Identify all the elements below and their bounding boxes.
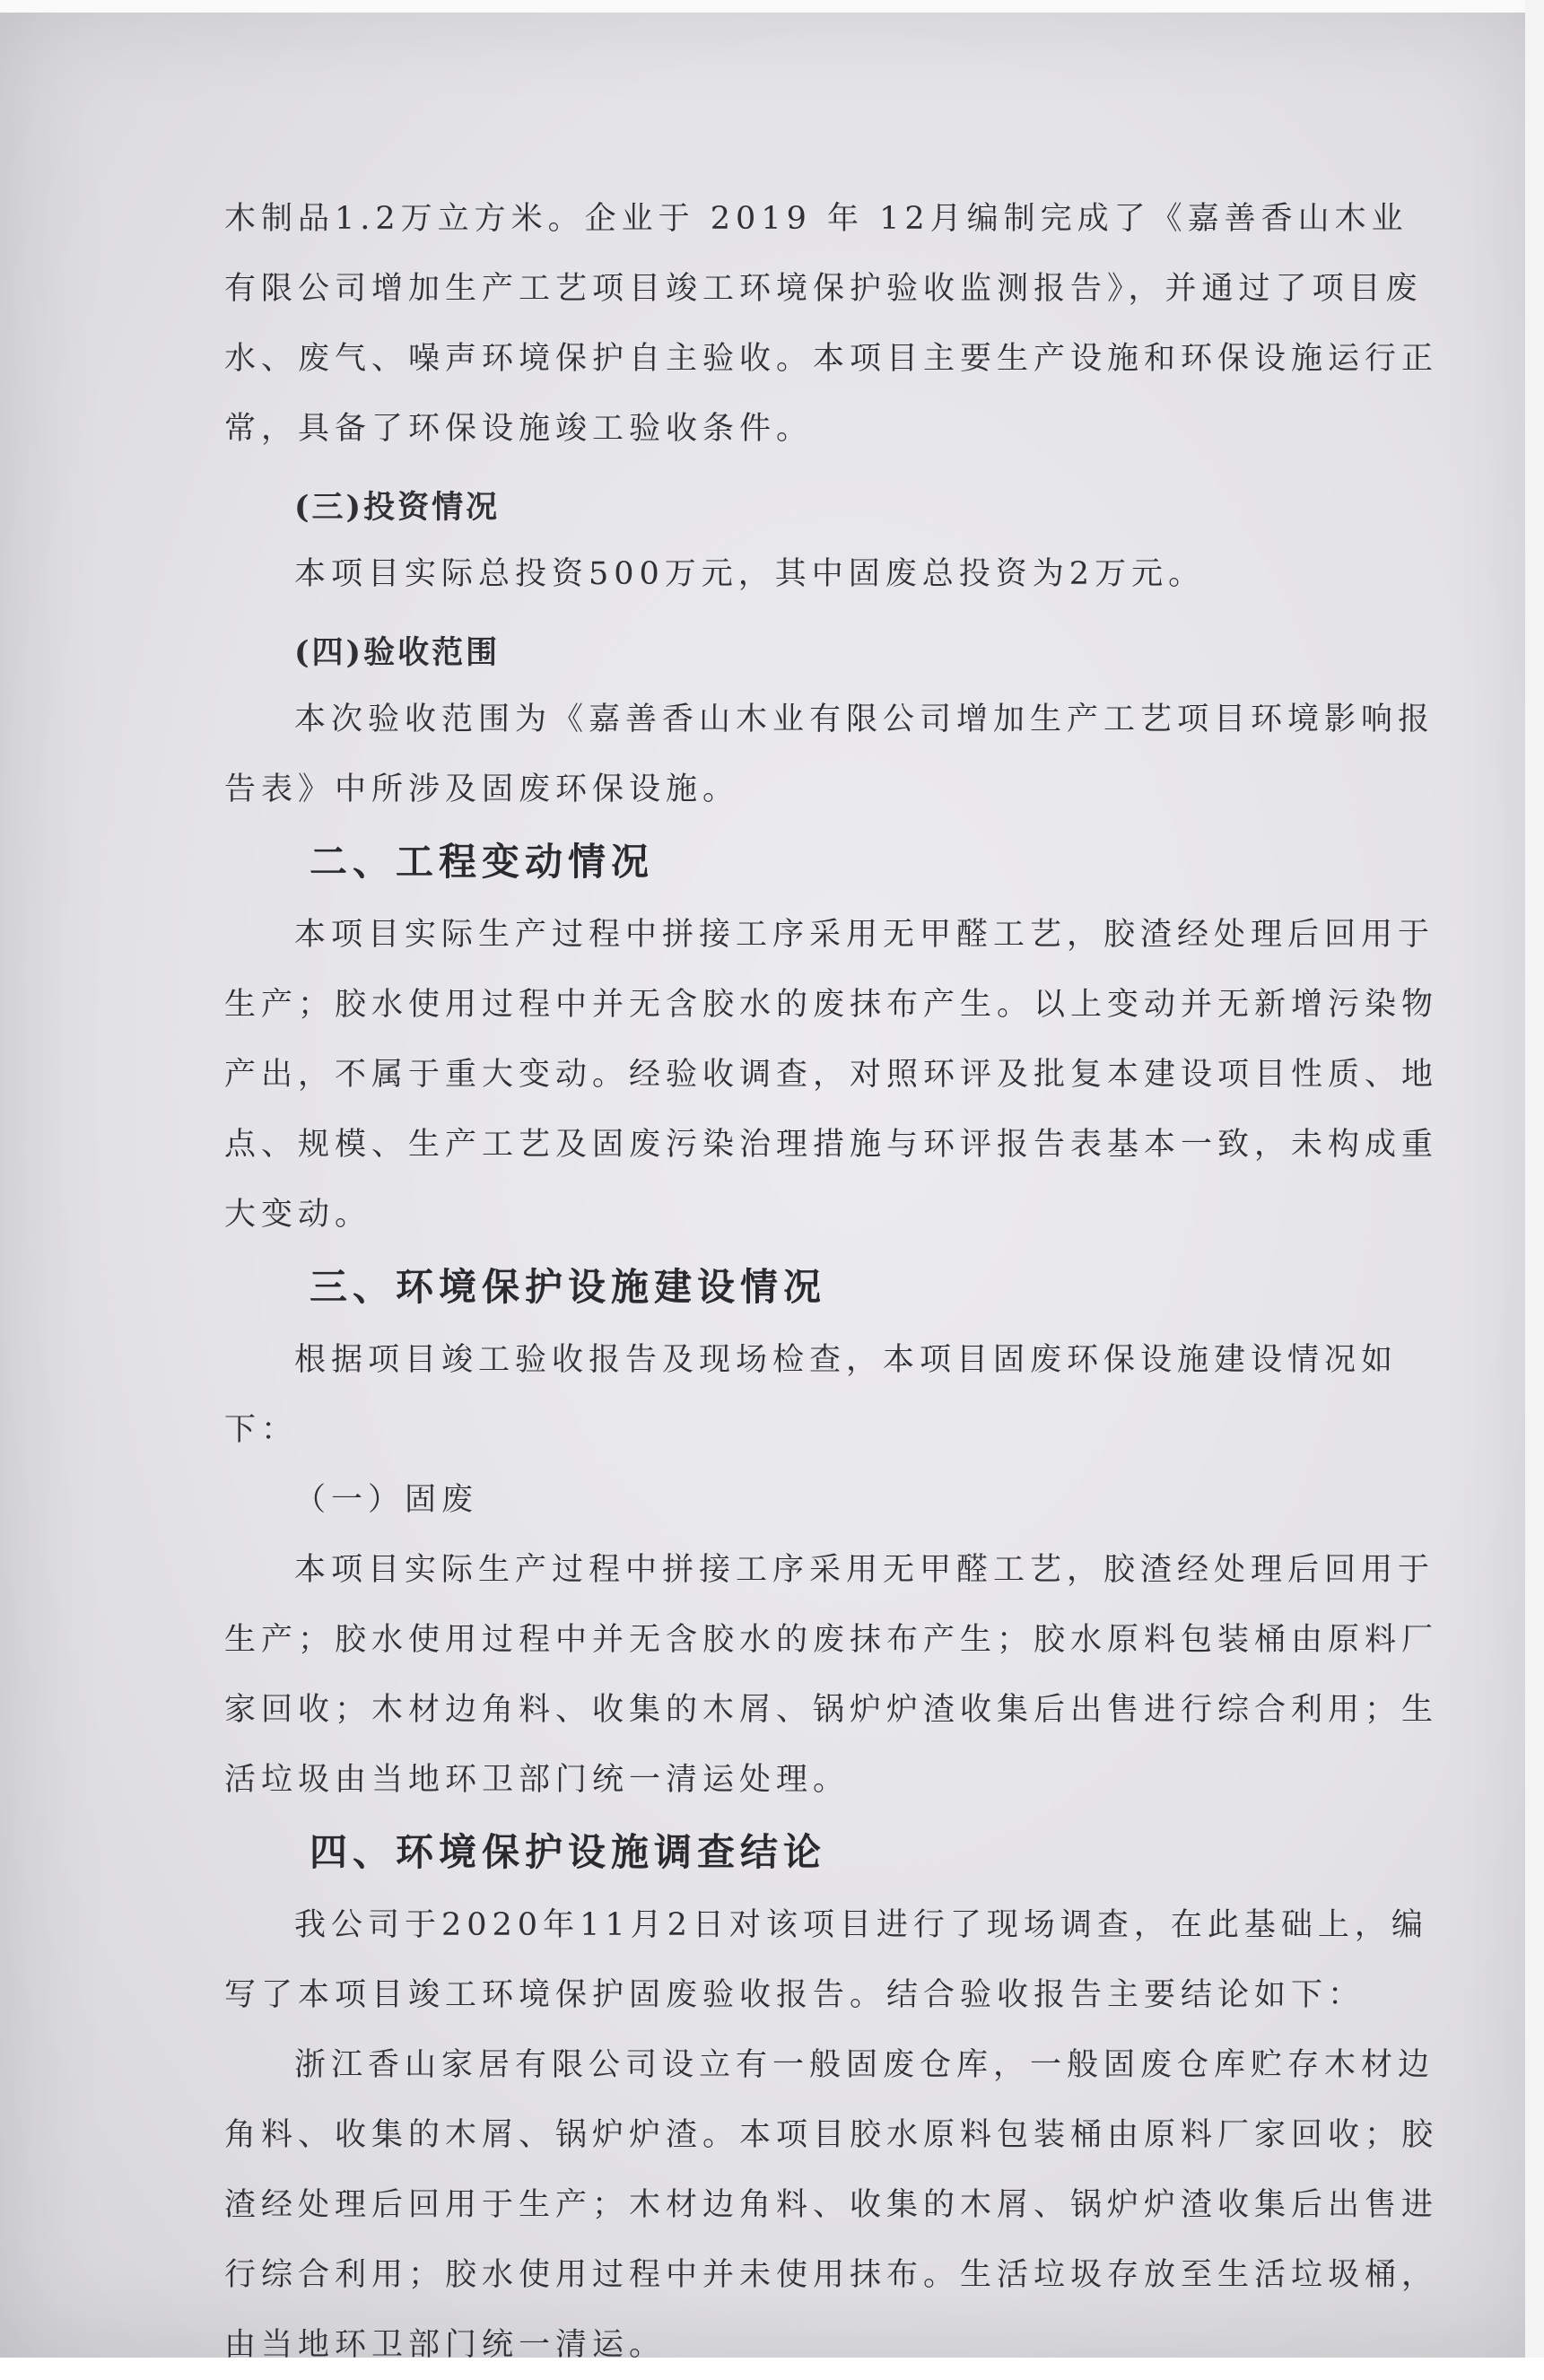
changes-heading: 二、工程变动情况 [310, 840, 655, 884]
investment-text: 本项目实际总投资500万元，其中固废总投资为2万元。 [294, 556, 1206, 592]
conclusion-heading: 四、环境保护设施调查结论 [310, 1830, 827, 1874]
conclusion-text-1: 我公司于2020年11月2日对该项目进行了现场调查，在此基础上，编写了本项目竣工环境保护固废验收报告。结合验收报告主要结论如下： [224, 1907, 1428, 2013]
investment-heading: (三)投资情况 [294, 489, 501, 526]
facilities-heading: 三、环境保护设施建设情况 [310, 1265, 827, 1309]
document-body [224, 184, 1444, 2380]
right-edge [1525, 0, 1544, 2358]
conclusion-text-2: 浙江香山家居有限公司设立有一般固废仓库，一般固废仓库贮存木材边角料、收集的木屑、锅炉炉渣。本项目胶水原料包装桶由原料厂家回收；胶渣经处理后回用于生产；木材边角料、收集的木屑、锅炉炉渣收集后出售进行综合利用；胶水使用过程中并未使用抹布。生活垃圾存放至生活垃圾桶，由当地环卫部门统一清运。 [224, 2047, 1439, 2363]
changes-text: 本项目实际生产过程中拼接工序采用无甲醛工艺，胶渣经处理后回用于生产；胶水使用过程中并无含胶水的废抹布产生。以上变动并无新增污染物产出，不属于重大变动。经验收调查，对照环评及批复本建设项目性质、地点、规模、生产工艺及固废污染治理措施与环评报告表基本一致，未构成重大变动。 [224, 917, 1439, 1233]
top-edge [0, 0, 1544, 13]
solid-waste-subheading: （一）固废 [294, 1482, 479, 1518]
facilities-intro: 根据项目竣工验收报告及现场检查，本项目固废环保设施建设情况如下： [224, 1342, 1399, 1448]
scope-heading: (四)验收范围 [294, 634, 501, 671]
scope-text: 本次验收范围为《嘉善香山木业有限公司增加生产工艺项目环境影响报告表》中所涉及固废环保设施。 [224, 702, 1435, 807]
intro-paragraph: 木制品1.2万立方米。企业于 2019 年 12月编制完成了《嘉善香山木业有限公司增加生产工艺项目竣工环境保护验收监测报告》，并通过了项目废水、废气、噪声环境保护自主验收。本项目主要生产设施和环保设施运行正常，具备了环保设施竣工验收条件。 [224, 201, 1439, 447]
solid-waste-text: 本项目实际生产过程中拼接工序采用无甲醛工艺，胶渣经处理后回用于生产；胶水使用过程中并无含胶水的废抹布产生；胶水原料包装桶由原料厂家回收；木材边角料、收集的木屑、锅炉炉渣收集后出售进行综合利用；生活垃圾由当地环卫部门统一清运处理。 [224, 1552, 1439, 1798]
